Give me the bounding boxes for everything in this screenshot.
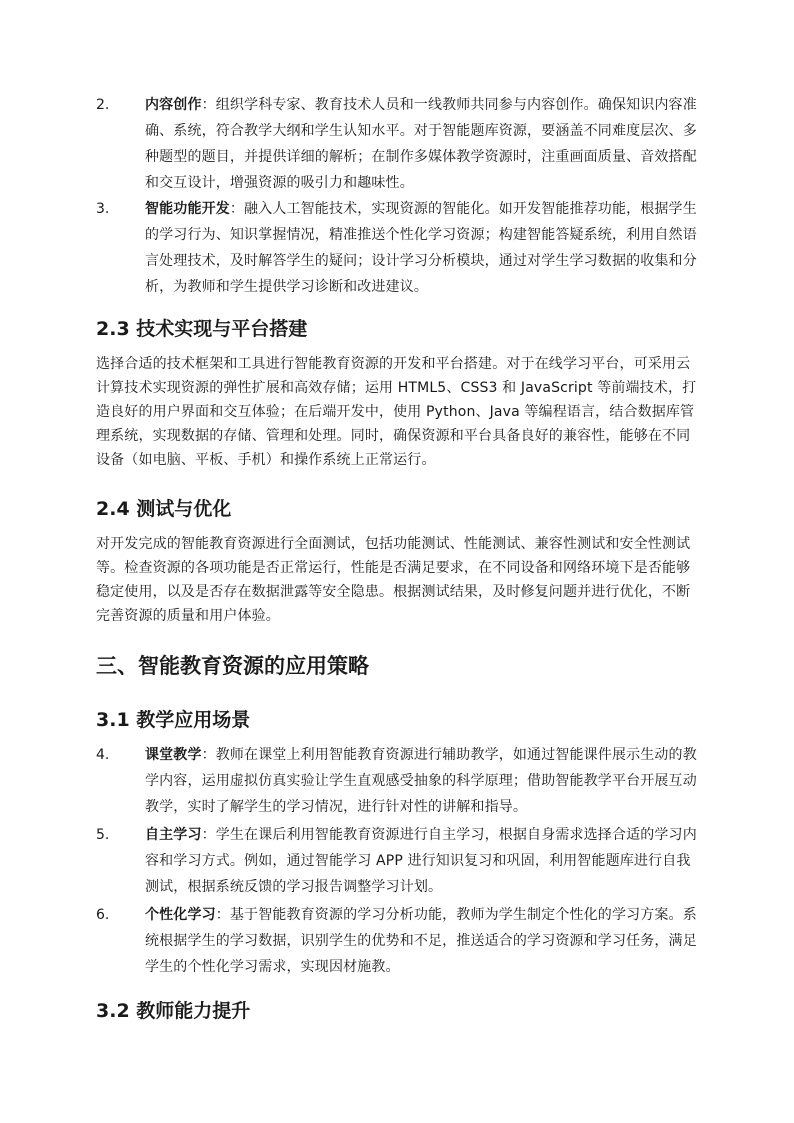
list-item-body	[145, 196, 702, 300]
list-item-term: 内容创作	[145, 97, 202, 113]
list-item-personalized-learning	[96, 902, 702, 980]
list-item-term: 智能功能开发	[145, 201, 230, 217]
list-number: 2.	[96, 97, 110, 113]
list-item-body	[145, 742, 702, 820]
section-paragraph-2-3: 选择合适的技术框架和工具进行智能教育资源的开发和平台搭建。对于在线学习平台，可采用云计算技术实现资源的弹性扩展和高效存储；运用 HTML5、CSS3 和 JavaScript 等前端技术，打造良好的用户界面和交互体验；在后端开发中，使用 Python、Java 等编程语言，结合数据库管理系统，实现数据的存储、管理和处理。同时，确保资源和平台具备良好的兼容性，能够在不同设备（如电脑、平板、手机）和操作系统上正常运行。	[96, 356, 697, 468]
section-paragraph-2-4: 对开发完成的智能教育资源进行全面测试，包括功能测试、性能测试、兼容性测试和安全性测试等。检查资源的各项功能是否正常运行，性能是否满足要求，在不同设备和网络环境下是否能够稳定使用，以及是否存在数据泄露等安全隐患。根据测试结果，及时修复问题并进行优化，不断完善资源的质量和用户体验。	[96, 536, 691, 624]
chapter-heading-3: 三、智能教育资源的应用策略	[96, 654, 369, 678]
list-item-classroom-teaching	[96, 742, 702, 820]
list-item-text: ：教师在课堂上利用智能教育资源进行辅助教学，如通过智能课件展示生动的教学内容，运用虚拟仿真实验让学生直观感受抽象的科学原理；借助智能教学平台开展互动教学，实时了解学生的学习情况，进行针对性的讲解和指导。	[145, 747, 697, 815]
section-heading-3-2: 3.2 教师能力提升	[96, 1000, 251, 1022]
list-item-self-study	[96, 822, 702, 900]
list-item-body	[145, 902, 702, 980]
section-heading-2-4: 2.4 测试与优化	[96, 498, 232, 520]
section-heading-2-3: 2.3 技术实现与平台搭建	[96, 318, 308, 340]
list-item-text: ：基于智能教育资源的学习分析功能，教师为学生制定个性化的学习方案。系统根据学生的学习数据，识别学生的优势和不足，推送适合的学习资源和学习任务，满足学生的个性化学习需求，实现因材施教。	[145, 907, 697, 975]
section-heading-3-1: 3.1 教学应用场景	[96, 709, 251, 731]
list-item-term: 课堂教学	[145, 747, 202, 763]
list-item-text: ：学生在课后利用智能教育资源进行自主学习，根据自身需求选择合适的学习内容和学习方式。例如，通过智能学习 APP 进行知识复习和巩固，利用智能题库进行自我测试，根据系统反馈的学习报告调整学习计划。	[145, 827, 697, 895]
list-item-text: ：融入人工智能技术，实现资源的智能化。如开发智能推荐功能，根据学生的学习行为、知识掌握情况，精准推送个性化学习资源；构建智能答疑系统，利用自然语言处理技术，及时解答学生的疑问；设计学习分析模块，通过对学生学习数据的收集和分析，为教师和学生提供学习诊断和改进建议。	[145, 201, 697, 295]
list-number: 4.	[96, 747, 110, 763]
list-item-term: 自主学习	[145, 827, 202, 843]
list-number: 5.	[96, 827, 110, 843]
list-item-content-creation	[96, 92, 702, 196]
list-item-body	[145, 822, 702, 900]
list-item-text: ：组织学科专家、教育技术人员和一线教师共同参与内容创作。确保知识内容准确、系统，符合教学大纲和学生认知水平。对于智能题库资源，要涵盖不同难度层次、多种题型的题目，并提供详细的解析；在制作多媒体教学资源时，注重画面质量、音效搭配和交互设计，增强资源的吸引力和趣味性。	[145, 97, 697, 191]
list-item-body	[145, 92, 702, 196]
list-item-term: 个性化学习	[145, 907, 216, 923]
list-number: 3.	[96, 201, 110, 217]
list-number: 6.	[96, 907, 110, 923]
list-item-smart-features	[96, 196, 702, 300]
